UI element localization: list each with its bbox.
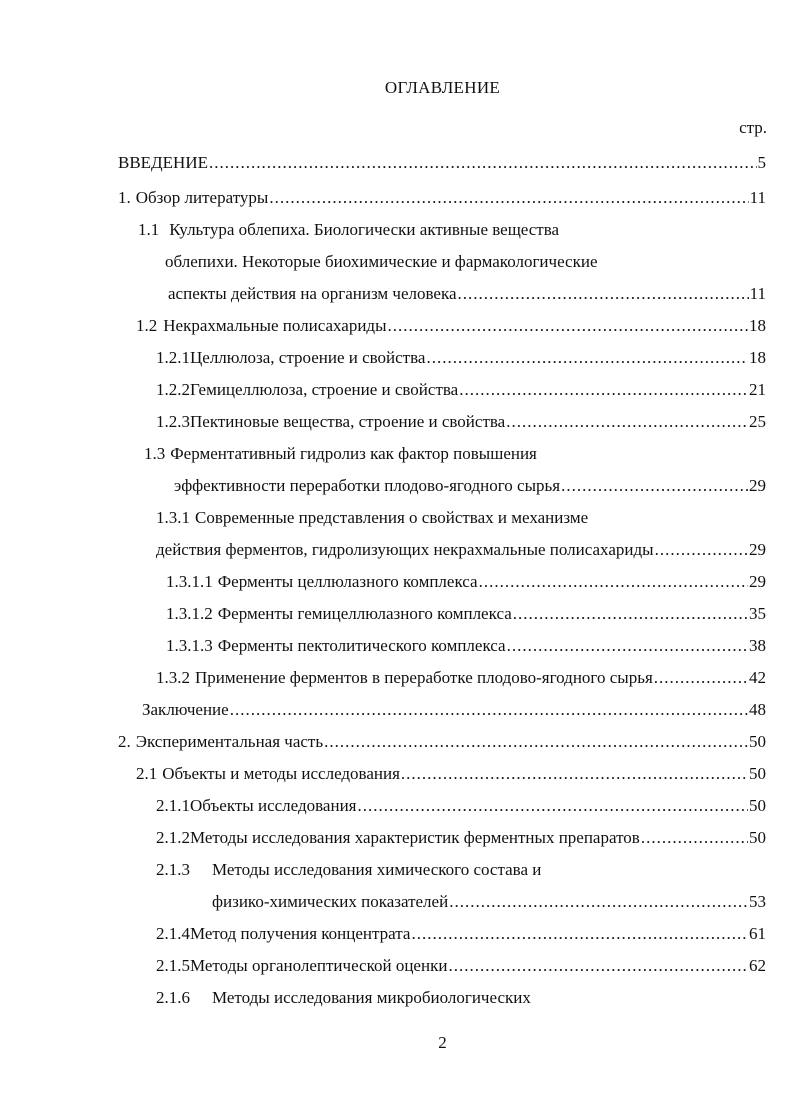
toc-entry-1-2-2[interactable] — [156, 377, 766, 403]
toc-entry-number: 2.1.3 — [156, 860, 190, 879]
toc-entry-page: 21 — [749, 380, 766, 399]
toc-entry-text: Ферменты пектолитического комплекса — [217, 636, 506, 655]
toc-entry-page: 50 — [749, 796, 766, 815]
toc-leader-dots — [230, 697, 748, 723]
toc-entry-number: 1. — [118, 188, 131, 207]
toc-entry-text: Современные представления о свойствах и механизме — [195, 508, 589, 527]
toc-entry-page: 11 — [749, 284, 766, 303]
toc-entry-2-1-2[interactable] — [156, 825, 766, 851]
toc-leader-dots — [269, 185, 748, 211]
toc-leader-dots — [449, 889, 748, 915]
toc-entry-1[interactable] — [118, 185, 766, 211]
toc-entry-2-1[interactable] — [136, 761, 766, 787]
toc-leader-dots — [388, 313, 748, 339]
toc-entry-text: Ферменты гемицеллюлазного комплекса — [217, 604, 512, 623]
toc-entry-page: 50 — [749, 732, 766, 751]
toc-entry-text: Экспериментальная часть — [135, 732, 324, 751]
toc-entry-1-1-line-2 — [165, 249, 598, 275]
toc-entry-page: 25 — [749, 412, 766, 431]
toc-entry-page: 29 — [749, 540, 766, 559]
toc-leader-dots — [448, 953, 748, 979]
toc-entry-number: 1.3.1.3 — [166, 636, 213, 655]
toc-entry-number: 2.1.5 — [156, 956, 190, 975]
toc-leader-dots — [459, 377, 748, 403]
toc-entry-text: Метод получения концентрата — [190, 924, 411, 943]
toc-entry-text: Методы исследования характеристик ферментных препаратов — [190, 828, 640, 847]
toc-leader-dots — [479, 569, 748, 595]
toc-entry-1-3-line-1[interactable] — [144, 441, 537, 467]
toc-entry-text: Пектиновые вещества, строение и свойства — [190, 412, 506, 431]
toc-entry-introduction[interactable] — [118, 150, 766, 176]
toc-entry-1-3-1-line-2[interactable] — [156, 537, 766, 563]
toc-entry-1-3-1-line-1[interactable] — [156, 505, 588, 531]
toc-entry-page: 50 — [749, 764, 766, 783]
toc-entry-page: 38 — [749, 636, 766, 655]
toc-entry-2-1-3-line-2[interactable] — [212, 889, 766, 915]
toc-entry-1-2-3[interactable] — [156, 409, 766, 435]
toc-entry-text: Гемицеллюлоза, строение и свойства — [190, 380, 459, 399]
toc-entry-page: 62 — [749, 956, 766, 975]
toc-entry-page: 35 — [749, 604, 766, 623]
toc-entry-text: Методы исследования микробиологических — [212, 988, 531, 1007]
toc-entry-number: 1.1 — [138, 220, 160, 239]
toc-leader-dots — [513, 601, 748, 627]
toc-leader-dots — [654, 665, 748, 691]
toc-entry-text: Ферментативный гидролиз как фактор повышения — [170, 444, 537, 463]
toc-entry-2-1-5[interactable] — [156, 953, 766, 979]
toc-entry-text: Методы органолептической оценки — [190, 956, 448, 975]
toc-entry-text: аспекты действия на организм человека — [168, 284, 457, 303]
toc-leader-dots — [324, 729, 748, 755]
page-number: 2 — [438, 1033, 447, 1052]
toc-leader-dots — [655, 537, 748, 563]
toc-leader-dots — [401, 761, 748, 787]
toc-entry-text: Применение ферментов в переработке плодово-ягодного сырья — [195, 668, 653, 687]
toc-entry-number: 2.1.2 — [156, 828, 190, 847]
toc-entry-text: облепихи. Некоторые биохимические и фармакологические — [165, 252, 598, 271]
toc-leader-dots — [357, 793, 748, 819]
toc-entry-number: 1.2.1 — [156, 348, 190, 367]
toc-entry-number: 1.3 — [144, 444, 166, 463]
toc-entry-2-1-4[interactable] — [156, 921, 766, 947]
toc-entry-text: Обзор литературы — [135, 188, 269, 207]
toc-entry-number: 1.2 — [136, 316, 158, 335]
toc-leader-dots — [209, 150, 757, 176]
toc-entry-text: Ферменты целлюлазного комплекса — [217, 572, 478, 591]
toc-entry-page: 5 — [757, 153, 766, 172]
toc-entry-text: Объекты исследования — [190, 796, 357, 815]
toc-entry-number: 2. — [118, 732, 131, 751]
toc-entry-1-1-line-1[interactable] — [138, 217, 559, 243]
toc-entry-1-2-1[interactable] — [156, 345, 766, 371]
toc-entry-1-3-1-1[interactable] — [166, 569, 766, 595]
toc-entry-2[interactable] — [118, 729, 766, 755]
toc-entry-page: 48 — [749, 700, 766, 719]
toc-entry-page: 50 — [749, 828, 766, 847]
toc-entry-page: 18 — [749, 348, 766, 367]
toc-entry-text: физико-химических показателей — [212, 892, 449, 911]
toc-entry-number: 1.3.1 — [156, 508, 190, 527]
page-title: ОГЛАВЛЕНИЕ — [384, 78, 501, 97]
toc-entry-text: Объекты и методы исследования — [162, 764, 400, 783]
toc-entry-1-2[interactable] — [136, 313, 766, 339]
toc-entry-page: 29 — [749, 572, 766, 591]
toc-entry-page: 18 — [749, 316, 766, 335]
toc-entry-text: Целлюлоза, строение и свойства — [190, 348, 426, 367]
toc-entry-number: 2.1.4 — [156, 924, 190, 943]
toc-entry-conclusion[interactable] — [142, 697, 766, 723]
toc-leader-dots — [506, 409, 748, 435]
toc-entry-page: 53 — [749, 892, 766, 911]
toc-entry-1-3-1-3[interactable] — [166, 633, 766, 659]
toc-entry-page: 11 — [749, 188, 766, 207]
toc-entry-number: 2.1.1 — [156, 796, 190, 815]
toc-entry-number: 1.3.1.1 — [166, 572, 213, 591]
toc-entry-text: Методы исследования химического состава и — [212, 860, 542, 879]
toc-entry-text: эффективности переработки плодово-ягодного сырья — [174, 476, 561, 495]
toc-entry-1-1-line-3[interactable] — [168, 281, 766, 307]
toc-entry-2-1-6[interactable] — [156, 985, 531, 1011]
toc-entry-1-3-2[interactable] — [156, 665, 766, 691]
toc-leader-dots — [641, 825, 748, 851]
toc-entry-page: 42 — [749, 668, 766, 687]
page-column-label: стр. — [739, 118, 767, 137]
toc-entry-number: 1.2.3 — [156, 412, 190, 431]
toc-entry-number: 2.1 — [136, 764, 158, 783]
toc-leader-dots — [458, 281, 749, 307]
toc-entry-2-1-1[interactable] — [156, 793, 766, 819]
toc-entry-text: действия ферментов, гидролизующих некрахмальные полисахариды — [156, 540, 654, 559]
toc-leader-dots — [507, 633, 748, 659]
toc-entry-1-3-line-2[interactable] — [174, 473, 766, 499]
toc-entry-number: 1.2.2 — [156, 380, 190, 399]
toc-entry-text: ВВЕДЕНИЕ — [118, 153, 208, 172]
toc-entry-text: Культура облепиха. Биологически активные вещества — [169, 220, 560, 239]
toc-entry-number: 1.3.1.2 — [166, 604, 213, 623]
toc-entry-page: 29 — [749, 476, 766, 495]
toc-entry-number: 2.1.6 — [156, 988, 190, 1007]
toc-entry-text: Заключение — [142, 700, 229, 719]
toc-entry-page: 61 — [749, 924, 766, 943]
toc-entry-2-1-3-line-1[interactable] — [156, 857, 541, 883]
toc-leader-dots — [426, 345, 748, 371]
toc-leader-dots — [411, 921, 748, 947]
toc-entry-1-3-1-2[interactable] — [166, 601, 766, 627]
toc-entry-text: Некрахмальные полисахариды — [163, 316, 387, 335]
toc-leader-dots — [561, 473, 748, 499]
toc-entry-number: 1.3.2 — [156, 668, 190, 687]
